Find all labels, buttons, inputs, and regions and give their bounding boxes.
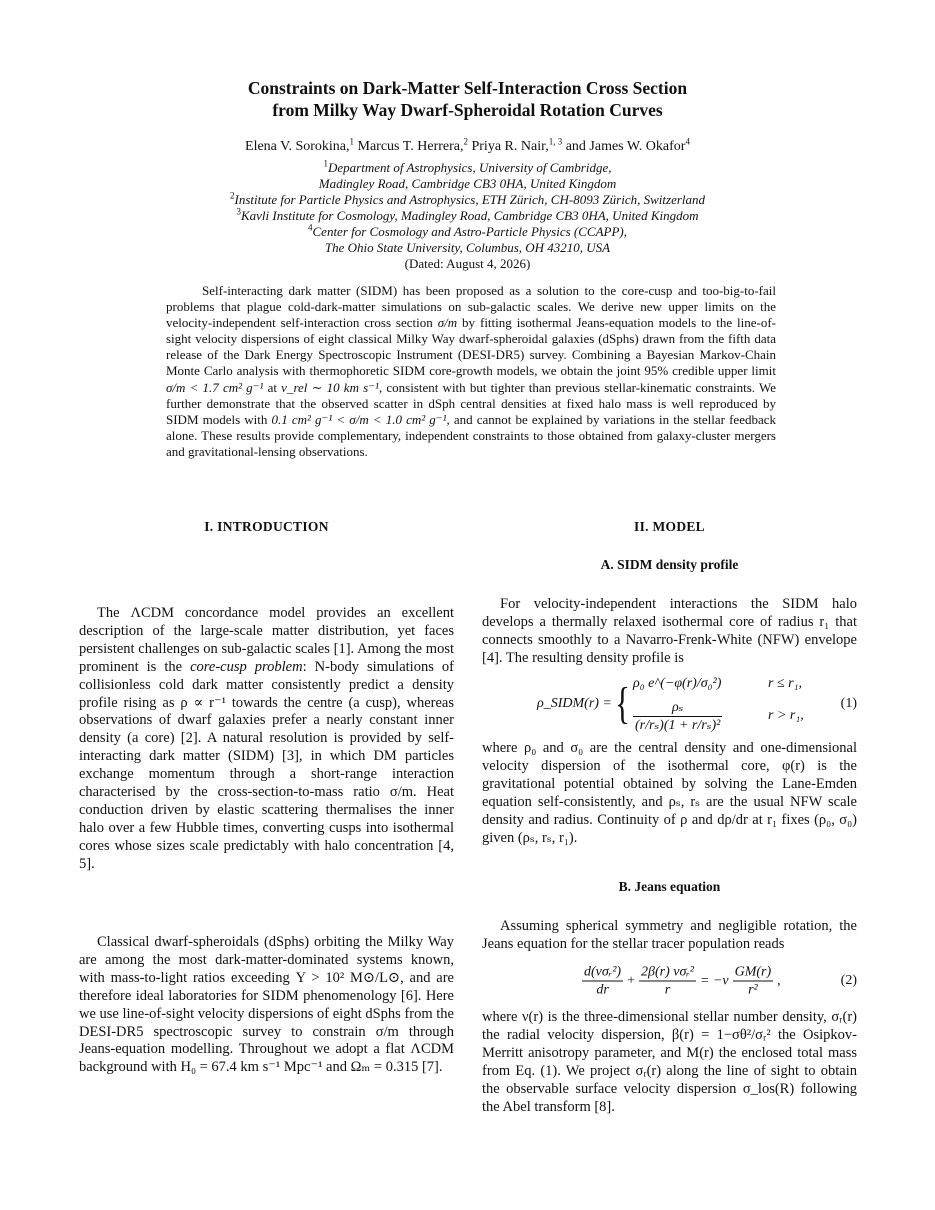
model-paragraph-b1: Assuming spherical symmetry and negligible rotation, the Jeans equation for the stellar tracer population reads xyxy=(482,918,857,952)
model-paragraph-a2: where ρ₀ and σ₀ are the central density and one-dimensional velocity dispersion of the isothermal core, φ(r) is the gravitational potential obtained by solving the Lane-Emden equation self-consistently, and ρₛ, rₛ are the usual NFW scale density and radius. Continuity of ρ and dρ/dr at r₁ fixes (ρ₀, σ₀) given (ρₛ, rₛ, r₁). xyxy=(482,740,857,846)
author-name: Priya R. Nair, xyxy=(471,139,549,154)
affiliation-line: Madingley Road, Cambridge CB3 0HA, United Kingdom xyxy=(318,176,617,191)
subsection-heading-jeans: B. Jeans equation xyxy=(618,879,721,894)
equation-2 xyxy=(482,958,857,1004)
date-line: (Dated: August 4, 2026) xyxy=(404,256,531,271)
eq1-case1-condition: r ≤ r₁, xyxy=(768,676,802,691)
title-line-1: Constraints on Dark-Matter Self-Interaction Cross Section xyxy=(247,78,688,98)
eq2-term-1: $\frac{\text{d(νσᵣ²)}}{dr}$ xyxy=(584,964,622,998)
eq1-case2-condition: r > r₁, xyxy=(768,708,804,723)
abstract: Self-interacting dark matter (SIDM) has been proposed as a solution to the core-cusp and too-big-to-fail problems that plague cold-dark-matter simulations on sub-galactic scales. We derive new upper limits on the velocity-independent self-interaction cross section σ/m by fitting isothermal Jeans-equation models to the line-of-sight velocity dispersions of eight classical Milky Way dwarf-spheroidal galaxies (dSphs) drawn from the fifth data release of the Dark Energy Spectroscopic Instrument (DESI-DR5) survey. Combining a Bayesian Markov-Chain Monte Carlo analysis with thermophoretic SIDM core-growth models, we obtain the joint 95% credible upper limit σ/m < 1.7 cm² g⁻¹ at v_rel ∼ 10 km s⁻¹, consistent with but tighter than previous stellar-kinematic constraints. We further demonstrate that the observed scatter in dSph central densities at fixed halo mass is well reproduced by SIDM models with 0.1 cm² g⁻¹ < σ/m < 1.0 cm² g⁻¹, and cannot be explained by variations in the stellar feedback alone. These results provide complementary, independent constraints to those obtained from galaxy-cluster mergers and gravitational-lensing observations. xyxy=(166,283,777,459)
author-affiliation-mark: 1, 3 xyxy=(548,136,563,147)
eq2-equals: = −ν xyxy=(700,973,729,988)
relative-velocity: v_rel ∼ 10 km s⁻¹ xyxy=(281,379,379,395)
author-affiliation-mark: 1 xyxy=(349,136,354,147)
eq1-case2-fraction: $\frac{\text{ρₛ}}{\text{(r/rₛ)(1 + r/rₛ)²}}$ xyxy=(635,699,721,733)
cross-section-limit: σ/m < 1.7 cm² g⁻¹ xyxy=(166,379,264,395)
title-line-2: from Milky Way Dwarf-Spheroidal Rotation Curves xyxy=(272,100,663,120)
eq2-term-3: $\frac{GM(r)}{\text{r²}}$ xyxy=(734,964,772,998)
author-affiliation-mark: 2 xyxy=(463,136,468,147)
author-list xyxy=(0,138,935,156)
intro-paragraph-1: The ΛCDM concordance model provides an excellent description of the large-scale matter distribution, yet faces persistent challenges on sub-galactic scales [1]. Among the most prominent is the core-cusp problem: N-body simulations of collisionless cold dark matter consistently predict a density profile rising as ρ ∝ r⁻¹ towards the centre (a cusp), whereas observations of dwarf galaxies prefer a nearly constant inner density (a core) [2]. A natural resolution is provided by self-interacting dark matter (SIDM) [3], in which DM particles exchange momentum through a short-range interaction characterised by the cross-section-to-mass ratio σ/m. Heat conduction driven by elastic scattering thermalises the inner halo over a few Hubble times, converting cusps into isothermal cores whose sizes scale predictably with halo concentration [4, 5]. xyxy=(79,605,454,872)
subsection-heading-sidm-profile: A. SIDM density profile xyxy=(600,557,739,572)
eq1-case1-value: ρ₀ e^(−φ(r)/σ₀²) xyxy=(633,676,722,691)
affiliation-line: $^3$Kavli Institute for Cosmology, Madingley Road, Cambridge CB3 0HA, United Kingdom xyxy=(236,206,699,223)
eq2-comma: , xyxy=(777,973,781,988)
eq2-term-2: $\frac{\text{2β(r) νσᵣ²}}{r}$ xyxy=(641,964,695,998)
paper-title xyxy=(0,77,935,121)
author-name: Elena V. Sorokina, xyxy=(245,139,350,154)
section-heading-introduction: I. INTRODUCTION xyxy=(204,519,329,534)
affiliation-line: $^1$Department of Astrophysics, University of Cambridge, xyxy=(323,158,612,175)
affiliation-line: The Ohio State University, Columbus, OH 43210, USA xyxy=(324,240,611,255)
affiliation-list xyxy=(0,160,935,256)
left-brace: { xyxy=(615,679,630,728)
eq2-plus: + xyxy=(627,973,635,988)
emphasis: core-cusp problem xyxy=(190,658,303,675)
equation-number-2: (2) xyxy=(840,973,857,988)
author-affiliation-mark: 4 xyxy=(685,136,690,147)
model-paragraph-b2: where ν(r) is the three-dimensional stellar number density, σᵣ(r) the radial velocity dispersion, β(r) = 1−σθ²/σᵣ² the Osipkov-Merritt anisotropy parameter, and M(r) the enclosed total mass from Eq. (1). We project σᵣ(r) along the line of sight to obtain the observable surface velocity dispersion σ_los(R) following the Abel transform [8]. xyxy=(482,1009,857,1115)
eq1-cases xyxy=(633,672,804,736)
model-paragraph-a1: For velocity-independent interactions the SIDM halo develops a thermally relaxed isothermal core of radius r₁ that connects smoothly to a Navarro-Frenk-White (NFW) envelope [4]. The resulting density profile is xyxy=(482,596,857,666)
affiliation-line: $^2$Institute for Particle Physics and Astrophysics, ETH Zürich, CH-8093 Zürich, Switzerland xyxy=(229,190,706,207)
eq1-lhs: ρ_SIDM(r) = xyxy=(537,696,612,711)
intro-paragraph-2: Classical dwarf-spheroidals (dSphs) orbiting the Milky Way are among the most dark-matter-dominated systems known, with mass-to-light ratios exceeding Υ > 10² M⊙/L⊙, and are therefore ideal laboratories for SIDM phenomenology [6]. Here we use line-of-sight velocity dispersions of eight dSphs from the DESI-DR5 spectroscopic survey to constrain σ/m through Jeans-equation modelling. Throughout we adopt a flat ΛCDM background with H₀ = 67.4 km s⁻¹ Mpc⁻¹ and Ωₘ = 0.315 [7]. xyxy=(79,934,454,1076)
equation-number-1: (1) xyxy=(840,696,857,711)
equation-1 xyxy=(482,672,857,736)
affiliation-line: $^4$Center for Cosmology and Astro-Particle Physics (CCAPP), xyxy=(308,222,627,239)
author-name: and James W. Okafor xyxy=(565,139,686,154)
section-heading-model: II. MODEL xyxy=(634,519,705,534)
author-name: Marcus T. Herrera, xyxy=(357,139,464,154)
cross-section-range: 0.1 cm² g⁻¹ < σ/m < 1.0 cm² g⁻¹ xyxy=(271,411,447,427)
